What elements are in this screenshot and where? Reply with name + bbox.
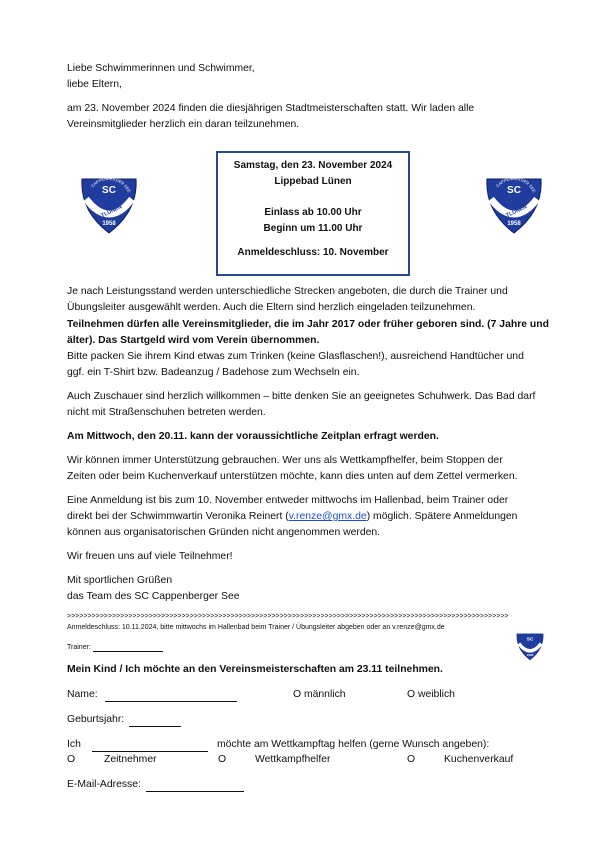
intro-line-2: Vereinsmitglieder herzlich ein daran teilzunehmen. [67,119,300,130]
event-date: Samstag, den 23. November 2024 [233,160,393,171]
event-start-time: Beginn um 11.00 Uhr [263,223,363,234]
closing-line-2: Mit sportlichen Grüßen [67,575,173,586]
form-deadline-note: Anmeldeschluss: 10.11.2024, bitte mittwochs im Hallenbad beim Trainer / Übungsleiter abgeben oder an v.renze@gmx.de [67,624,445,631]
email-link[interactable]: v.renze@gmx.de [288,511,367,522]
svg-text:ALTLÜNEN: ALTLÜNEN [94,204,124,222]
para2-line-2: nicht mit Straßenschuhen betreten werden. [67,407,266,418]
event-venue: Lippebad Lünen [274,176,352,187]
svg-text:1958: 1958 [102,221,116,227]
svg-text:1958: 1958 [507,221,521,227]
opt3-label: Kuchenverkauf [444,754,514,765]
event-info-box [216,151,410,276]
helper-name-field[interactable] [92,740,208,752]
name-row: Name: [67,688,237,702]
birth-year-field[interactable] [129,715,181,727]
para1-line-5: Bitte packen Sie ihrem Kind etwas zum Trinken (keine Glasflaschen!), ausreichend Handtücher und [67,351,524,362]
trainer-row: Trainer: [67,643,163,652]
para4-line-3: können aus organisatorischen Gründen nicht angenommen werden. [67,527,381,538]
greeting-line-1: Liebe Schwimmerinnen und Schwimmer, [67,63,255,74]
name-field[interactable] [105,690,237,702]
event-deadline: Anmeldeschluss: 10. November [237,247,389,258]
schedule-note: Am Mittwoch, den 20.11. kann der voraussichtliche Zeitplan erfragt werden. [67,431,439,442]
para1-line-2: Übungsleiter ausgewählt werden. Auch die Eltern sind herzlich eingeladen teilzunehmen. [67,302,476,313]
svg-text:SC: SC [507,185,521,196]
email-field[interactable] [146,780,244,792]
para1-line-4: älter). Das Startgeld wird vom Verein übernommen. [67,335,320,346]
svg-text:CAPPENBERGER SEE: CAPPENBERGER SEE [89,175,132,194]
svg-text:ALTLÜNEN: ALTLÜNEN [499,204,529,222]
birth-row: Geburtsjahr: [67,713,181,727]
ich-label: Ich [67,739,81,750]
male-option[interactable]: O männlich [293,689,346,700]
event-entry-time: Einlass ab 10.00 Uhr [264,207,362,218]
svg-text:SC: SC [526,637,534,643]
female-option[interactable]: O weiblich [407,689,455,700]
svg-text:SC: SC [102,185,116,196]
para1-line-1: Je nach Leistungsstand werden unterschiedliche Strecken angeboten, die durch die Trainer und [67,286,508,297]
opt3-circle[interactable]: O [407,754,416,765]
cut-line: >>>>>>>>>>>>>>>>>>>>>>>>>>>>>>>>>>>>>>>>>>>>>>>>>>>>>>>>>>>>>>>>>>>>>>>>>>>>>>>>>>>>>>>>>>>>>>>>>>>>>>>>>>>> [67,613,509,620]
para4-line-2: direkt bei der Schwimmwartin Veronika Reinert (v.renze@gmx.de) möglich. Spätere Anmeldungen [67,511,518,522]
para1-line-6: ggf. ein T-Shirt bzw. Badeanzug / Badehose zum Wechseln ein. [67,367,360,378]
opt2-label: Wettkampfhelfer [255,754,331,765]
para4-line-1: Eine Anmeldung ist bis zum 10. November entweder mittwochs im Hallenbad, beim Trainer oder [67,495,509,506]
para2-line-1: Auch Zuschauer sind herzlich willkommen – bitte denken Sie an geeignetes Schuhwerk. Das Bad darf [67,391,536,402]
form-heading: Mein Kind / Ich möchte an den Vereinsmeisterschaften am 23.11 teilnehmen. [67,664,443,675]
para3-line-2: Zeiten oder beim Kuchenverkauf unterstützen möchte, kann dies unten auf dem Zettel vermerken. [67,471,518,482]
help-text: möchte am Wettkampftag helfen (gerne Wunsch angeben): [217,739,490,750]
opt1-circle[interactable]: O [67,754,76,765]
svg-text:CAPPENBERGER SEE: CAPPENBERGER SEE [494,175,537,194]
club-logo-left [76,171,142,237]
closing-line-3: das Team des SC Cappenberger See [67,591,240,602]
trainer-field[interactable] [93,643,163,652]
intro-line-1: am 23. November 2024 finden die diesjährigen Stadtmeisterschaften statt. Wir laden alle [67,103,475,114]
greeting-line-2: liebe Eltern, [67,79,122,90]
club-logo-small [514,630,546,662]
para3-line-1: Wir können immer Unterstützung gebrauchen. Wer uns als Wettkampfhelfer, beim Stoppen der [67,455,503,466]
club-logo-right [481,171,547,237]
opt1-label: Zeitnehmer [104,754,157,765]
opt2-circle[interactable]: O [218,754,227,765]
svg-text:1958: 1958 [526,653,534,658]
closing-line-1: Wir freuen uns auf viele Teilnehmer! [67,551,233,562]
para1-line-3: Teilnehmen dürfen alle Vereinsmitglieder, die im Jahr 2017 oder früher geboren sind. (7 Jahre und [67,319,549,330]
email-row: E-Mail-Adresse: [67,778,244,792]
